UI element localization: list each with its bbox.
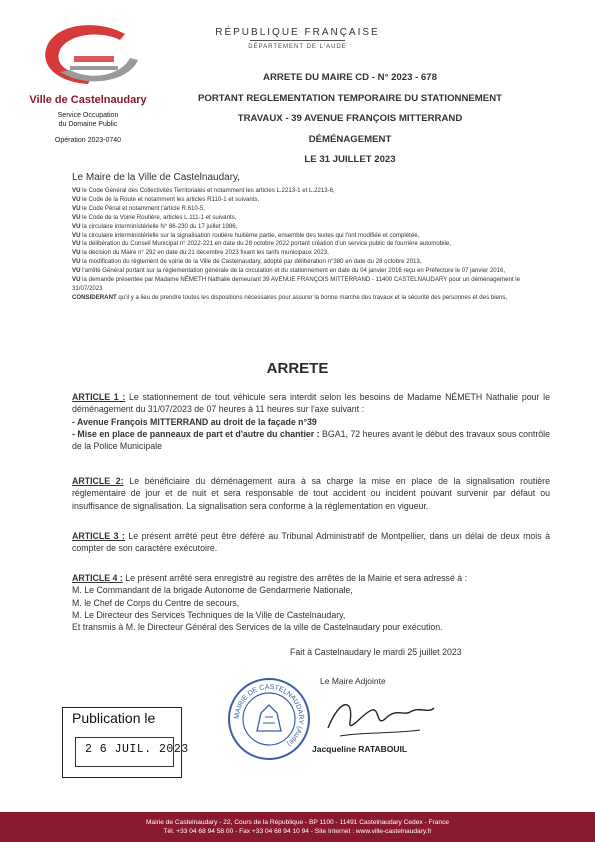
publication-label: Publication le [72, 710, 156, 726]
signatory-role: Le Maire Adjointe [320, 676, 386, 686]
publication-date: 2 6 JUIL. 2023 [85, 743, 189, 756]
title-line: TRAVAUX - 39 AVENUE FRANÇOIS MITTERRAND [237, 113, 463, 124]
title-line: LE 31 JUILLET 2023 [304, 154, 396, 165]
vu-item: VU le Code de la Route et notamment les articles R110-1 et suivants, [72, 195, 260, 203]
republique-francaise: RÉPUBLIQUE FRANÇAISE [215, 27, 380, 38]
header-divider [250, 40, 345, 41]
city-name: Ville de Castelnaudary [29, 94, 147, 106]
departement: DÉPARTEMENT DE L'AUDE [248, 44, 347, 50]
vu-item: VU la demande présentée par Madame NÉMETH Nathalie demeurant 39 AVENUE FRANÇOIS MITTERRAND - 11400 CASTELNAUDARY pour un déménagement le 31/07/2023 [72, 276, 520, 292]
article-4: ARTICLE 4 : Le présent arrêté sera enregistré au registre des arrêtés de la Mairie et sera adressé à : M. Le Commandant de la brigade Autonome de Gendarmerie Nationale, M. le Chef de Corps du Centre de secours, M. Le Directeur des Services Techniques de la Ville de Castelnaudary, Et transmis à M. le Directeur Général des Services de la ville de Castelnaudary pour exécution. [72, 573, 468, 633]
mairie-seal-icon [225, 675, 313, 763]
vu-item: VU l'arrêté Général portant sur la réglementation générale de la circulation et du stationnement en date du 04 janvier 2016 reçu en Préfecture le 07 janvier 2016, [72, 267, 506, 275]
title-line: DÉMÉNAGEMENT [308, 133, 392, 145]
handwritten-signature-icon [320, 688, 440, 748]
vu-item: VU la modification du règlement de voirie de la Ville de Castelnaudary, adopté par délibération n°380 en date du 28 octobre 2013, [72, 258, 422, 266]
article-1: ARTICLE 1 : Le stationnement de tout véhicule sera interdit selon les besoins de Madame NÉMETH Nathalie pour le déménagement du 31/07/2023 de 07 heures à 11 heures sur l'axe suivant : - Avenue François MITTERRAND au droit de la façade n°39 - Mise en place de panneaux de part et d'autre du chantier : BGA1, 72 heures avant le début des travaux sous contrôle de la Police Municipale [72, 392, 550, 452]
fait-a: Fait à Castelnaudary le mardi 25 juillet 2023 [290, 647, 462, 657]
footer [0, 812, 595, 842]
article-3: ARTICLE 3 : Le présent arrêté peut être déféré au Tribunal Administratif de Montpellier, dans un délai de deux mois à compter de son caractère exécutoire. [72, 531, 550, 554]
vu-item: VU le Code Pénal et notamment l'article R.610-5, [72, 204, 205, 212]
footer-address: Mairie de Castelnaudary - 22, Cours de la République - BP 1100 - 11491 Castelnaudary Cedex - France [145, 819, 450, 826]
vu-item: VU la décision du Maire n° 292 en date du 21 décembre 2023 fixant les tarifs municipaux 2023, [72, 249, 329, 257]
document-titles [140, 68, 560, 171]
footer-contact: Tél. +33 04 68 94 58 00 - Fax +33 04 68 94 10 94 - Site Internet : www.ville-castelnaudary.fr [163, 828, 432, 835]
vus-list [72, 187, 550, 303]
vu-item: VU la circulaire interministérielle N° 86-230 du 17 juillet 1986, [72, 222, 238, 230]
arrete-title: ARRETE [266, 360, 329, 377]
title-line: ARRETE DU MAIRE CD - N° 2023 - 678 [263, 72, 437, 83]
service-name: Service Occupation du Domaine Public [57, 112, 119, 128]
ville-de-castelnaudary-logo-icon [30, 20, 150, 100]
maire-line: Le Maire de la Ville de Castelnaudary, [72, 172, 241, 183]
vu-item: VU la circulaire interministérielle sur la signalisation routière huitième partie, ensemble des textes qui l'ont modifiée et complétée, [72, 231, 420, 239]
operation-number: Opération 2023-0740 [54, 137, 122, 144]
vu-item: VU le Code de la Voirie Routière, articles L.111-1 et suivants, [72, 213, 237, 221]
vu-item: VU la délibération du Conseil Municipal n° 2022-221 en date du 28 octobre 2022 portant création d'un service public de fourrière automobile, [72, 240, 451, 248]
vu-item: VU le Code Général des Collectivités Territoriales et notamment les articles L.2213-1 et L.2213-6, [72, 187, 335, 194]
vu-item: CONSIDERANT qu'il y a lieu de prendre toutes les dispositions nécessaires pour assurer la bonne marche des travaux et la sécurité des personnes et des biens, [72, 293, 508, 301]
svg-text:MAIRIE DE CASTELNAUDARY (Aude): MAIRIE DE CASTELNAUDARY (Aude) [233, 683, 305, 748]
title-line: PORTANT REGLEMENTATION TEMPORAIRE DU STATIONNEMENT [198, 92, 502, 104]
signatory-name: Jacqueline RATABOUIL [312, 744, 408, 754]
article-2: ARTICLE 2: Le bénéficiaire du déménagement aura à sa charge la mise en place de la signalisation routière réglementaire de jour et de nuit et sera responsable de tout accident ou incident pouvant survenir par défaut ou insuffisance de signalisation. La signalisation sera conforme à la réglementation en vigueur. [72, 476, 550, 511]
